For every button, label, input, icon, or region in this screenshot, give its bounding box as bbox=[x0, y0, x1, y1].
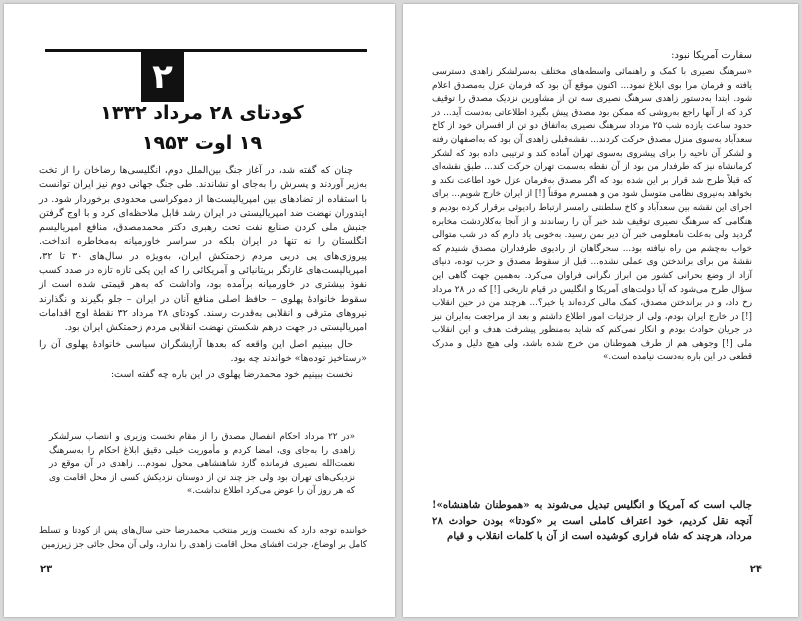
right-body-text: جالب است که آمریکا و انگلیس تبدیل می‌شوند به «هموطنان شاهنشاه»! آنچه نقل کردیم، خود اعتراف کاملی است بر «کودتا» بودن حوادث ۲۸ مرداد، هرچند که شاه فراری کوشیده است از آن با کلمات انقلاب و قیام bbox=[432, 499, 752, 542]
chapter-number: ۲ bbox=[152, 57, 173, 97]
left-after-quote: خواننده توجه دارد که نخست وزیر منتخب محمدرضا حتی سال‌های پس از کودتا و تسلط کامل بر اوضاع، جرئت افشای محل اقامت زاهدی را ندارد، ولی آن محل جائی جز زیرزمین bbox=[39, 526, 367, 550]
right-page bbox=[403, 4, 798, 617]
left-quote-block: «در ۲۲ مرداد احکام انفصال مصدق را از مقام نخست وزیری و انتصاب سرلشکر زاهدی را به‌جای وی، امضا کردم و مأموریت خیلی دقیق ابلاغ احکام را به‌سرهنگ نعمت‌الله نصیری فرمانده گارد شاهنشاهی محول نمودم... زاهدی در آن موقع در نزدیکی‌های تهران بود ولی جز چند تن از دوستان نزدیکش کسی از محل اقامت وی که هر روز آن را عوض می‌کرد اطلاع نداشت.» bbox=[49, 432, 355, 497]
chapter-number-box bbox=[141, 52, 184, 102]
page-number-right: ۲۴ bbox=[749, 564, 762, 575]
paragraph-1: چنان که گفته شد، در آغاز جنگ بین‌الملل دوم، انگلیسی‌ها رضاخان را از تخت به‌زیر آوردند و پسرش را به‌جای او نشاندند. طی جنگ جهانی دوم نیز ایران توانست با استفاده از تضادهای بین امپریالیست‌ها از دموکراسی محدودی برخوردار شود. در ایندوران نهضت ضد امپریالیستی در ایران رشد قابل ملاحظه‌ای کرد و با اوج گرفتن جنبش ملی کردن صنایع نفت تحت رهبری دکتر محمدمصدق، منافع امپریالیسم انگلستان را نه تنها در ایران بلکه در سراسر خاورمیانه به‌مخاطره انداخت. پیروزی‌های پی دربی مردم زحمتکش ایران، به‌ویژه در سال‌های ۳۰ تا ۳۲، امپریالیست‌های غارتگر بریتانیائی و آمریکائی را که این یکی تازه تازه در صدد کسب نفوذ بیشتری در خاورمیانه برآمده بود، واداشت که به‌هر قیمتی شده است از سقوط خانوادهٔ پهلوی – حافظ اصلی منافع آنان در ایران – جلو بگیرند و نگذارند نیروهای مترقی و انقلابی به‌قدرت رسند. کودتای ۲۸ مرداد ۳۲ نقطهٔ اوج اقدامات امپریالیستی در جهت درهم شکستن نهضت انقلابی مردم زحمتکش ایران بود. bbox=[39, 165, 367, 334]
running-head: سفارت آمریکا نبود: bbox=[671, 50, 752, 61]
paragraph-2: حال ببینیم اصل این واقعه که بعدها آرایشگران سیاسی خانوادهٔ پهلوی آن را «رستاخیز توده‌ها» خواندند چه بود. bbox=[39, 338, 367, 364]
page-number-left: ۲۳ bbox=[40, 564, 53, 575]
chapter-title-line2: ۱۹ اوت ۱۹۵۳ bbox=[141, 132, 263, 154]
chapter-rule bbox=[45, 49, 367, 52]
chapter-title-line1: کودتای ۲۸ مرداد ۱۳۳۲ bbox=[100, 102, 304, 124]
paragraph-3: نخست ببینیم خود محمدرضا پهلوی در این باره چه گفته است: bbox=[110, 369, 353, 381]
left-page bbox=[4, 4, 395, 617]
right-quote-block: «سرهنگ نصیری با کمک و راهنمائی واسطه‌های مختلف به‌سرلشکر زاهدی دسترسی یافته و فرمان مرا بوی ابلاغ نمود... اکنون موقع آن بود که فرمان عزل به‌مصدق اعلام شود. ابتدا به‌دستور زاهدی سرهنگ نصیری سه تن از مشاورین نزدیک مصدق را توقیف کرد که از آنها راجع به‌روشی که ممکن بود مصدق پیش بگیرد اطلاعاتی به‌دست آید... در حدود ساعت یازده شب ۲۵ مرداد سرهنگ نصیری به‌اتفاق دو تن از افسران خود از کاخ سعدآباد به‌سوی منزل مصدق حرکت کردند... نقشه‌قبلی زاهدی آن بود که به‌اصفهان رفته و لشکر آن ناحیه را برای پیشروی به‌سوی تهران آماده کند و ترتیبی داده بود که لشکر کرمانشاه نیز که طرفدار من بود از آن نقطه به‌سمت تهران حرکت کند... طبق نقشه‌ای که قبلاً طرح شد قرار بر این شده بود که اگر مصدق به‌فرمان عزل خود اطاعت نکند و بخواهد به‌نیروی نظامی متوسل شود من و همسرم موقتاً [!] از ایران خارج شویم... برای اجرای این نقشه بین سعدآباد و کاخ سلطنتی رامسر ارتباط رادیوئی برقرار کرده بودیم و هنگامی که سرهنگ نصیری توقیف شد خبر آن را رساندند و از آنجا به‌کلاردشت مخابره گردید ولی به‌علت نامعلومی خبر آن دیر بمن رسید. به‌خوبی یاد دارم که در شب متوالی خواب به‌چشم من راه نیافته بود... سحرگاهان از رادیوی طرفداران مصدق شنیدم که نقشهٔ من برای براندختن وی عملی نشده... قبل از سقوط مصدق و حزب توده، دنیای آزاد از وضع بحرانی کشور من ابراز نگرانی فراوان می‌کرد. به‌همین جهت گاهی این سؤال طرح می‌شود که آیا دولت‌های آمریکا و انگلیس در قیام تاریخی [!] که در ۲۸ مرداد رخ داد، و در براندختن مصدق، کمک مالی کرده‌اند یا خیر؟... هرچند من در حین انقلاب [!] در خارج ایران بودم، ولی از جزئیات امور اطلاع داشتم و بعد از مراجعت به‌ایران نیز در جریان حوادث بودم و انکار نمی‌کنم که شاید به‌منظور پیشرفت هدف و این انقلاب ملی [!] وجوهی هم از طرف هموطنان من خرج شده باشد، ولی هیچ دلیل و مدرک قطعی در این باره به‌دست نیامده است.» bbox=[432, 67, 752, 363]
left-body-text bbox=[39, 164, 367, 384]
